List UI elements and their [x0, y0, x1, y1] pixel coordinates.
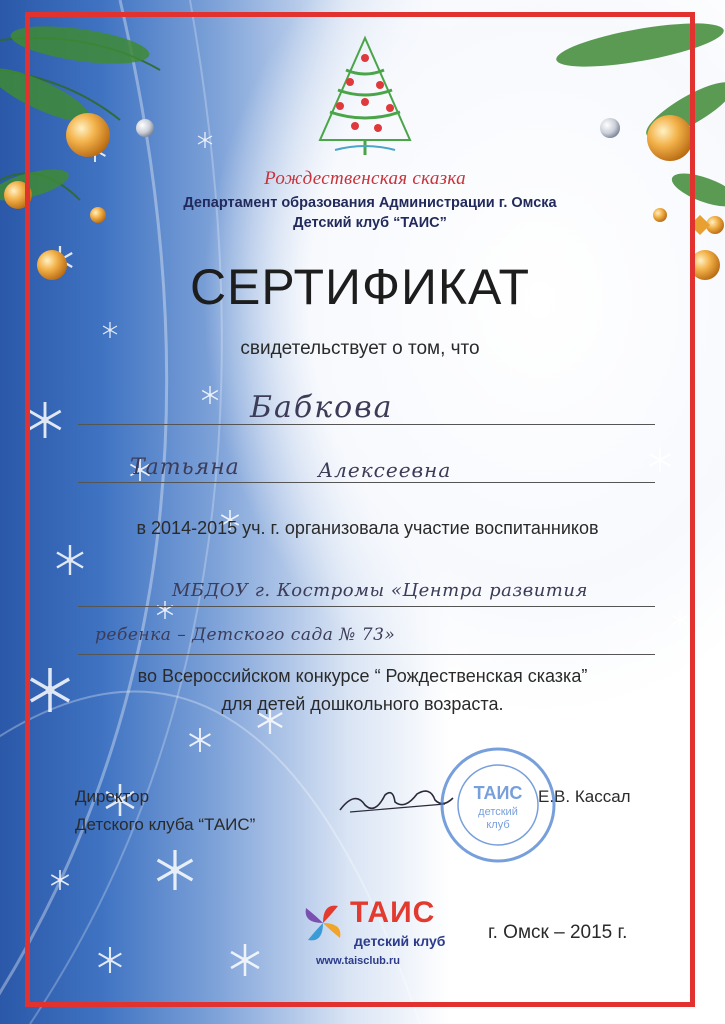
red-border-frame: [25, 12, 695, 1007]
tais-logo-subtitle: детский клуб: [354, 933, 446, 949]
director-label: Директор: [75, 787, 150, 806]
city-and-date: г. Омск – 2015 г.: [488, 922, 628, 943]
tais-logo-name: ТАИС: [350, 896, 436, 929]
club-stamp: [438, 745, 558, 865]
stamp-line2: детский: [478, 806, 518, 818]
handwritten-surname: Бабкова: [250, 390, 394, 425]
handwritten-organization-line1: МБДОУ г. Костромы «Центра развития: [172, 580, 588, 601]
organization-line1: [78, 606, 655, 607]
certificate-title: СЕРТИФИКАТ: [189, 259, 531, 315]
surname-line: [78, 424, 655, 425]
name-line: [78, 482, 655, 483]
contest-brand-title: Рождественская сказка: [264, 168, 466, 189]
stamp-line1: ТАИС: [473, 783, 523, 803]
handwritten-name: Татьяна: [130, 455, 240, 480]
contest-text: во Всероссийском конкурсе “ Рождественская сказка”: [137, 666, 588, 686]
certifies-text: свидетельствует о том, что: [240, 338, 480, 359]
director-club-label: Детского клуба “ТАИС”: [75, 815, 256, 834]
age-group-text: для детей дошкольного возраста.: [221, 694, 504, 714]
organization-line2: [78, 654, 655, 655]
participation-text: в 2014-2015 уч. г. организовала участие воспитанников: [136, 518, 599, 538]
christmas-tree-logo: [300, 30, 430, 160]
department-name: Департамент образования Администрации г. Омска: [183, 195, 557, 211]
club-name: Детский клуб “ТАИС”: [293, 215, 447, 231]
tais-website: www.taisclub.ru: [316, 955, 400, 967]
handwritten-organization-line2: ребенка – Детского сада № 73»: [95, 625, 396, 645]
handwritten-signature: [335, 780, 455, 820]
tais-swirl-logo-icon: [298, 898, 348, 948]
signer-name: Е.В. Кассал: [538, 787, 631, 806]
handwritten-patronymic: Алексеевна: [318, 458, 452, 482]
stamp-line3: клуб: [486, 819, 510, 831]
